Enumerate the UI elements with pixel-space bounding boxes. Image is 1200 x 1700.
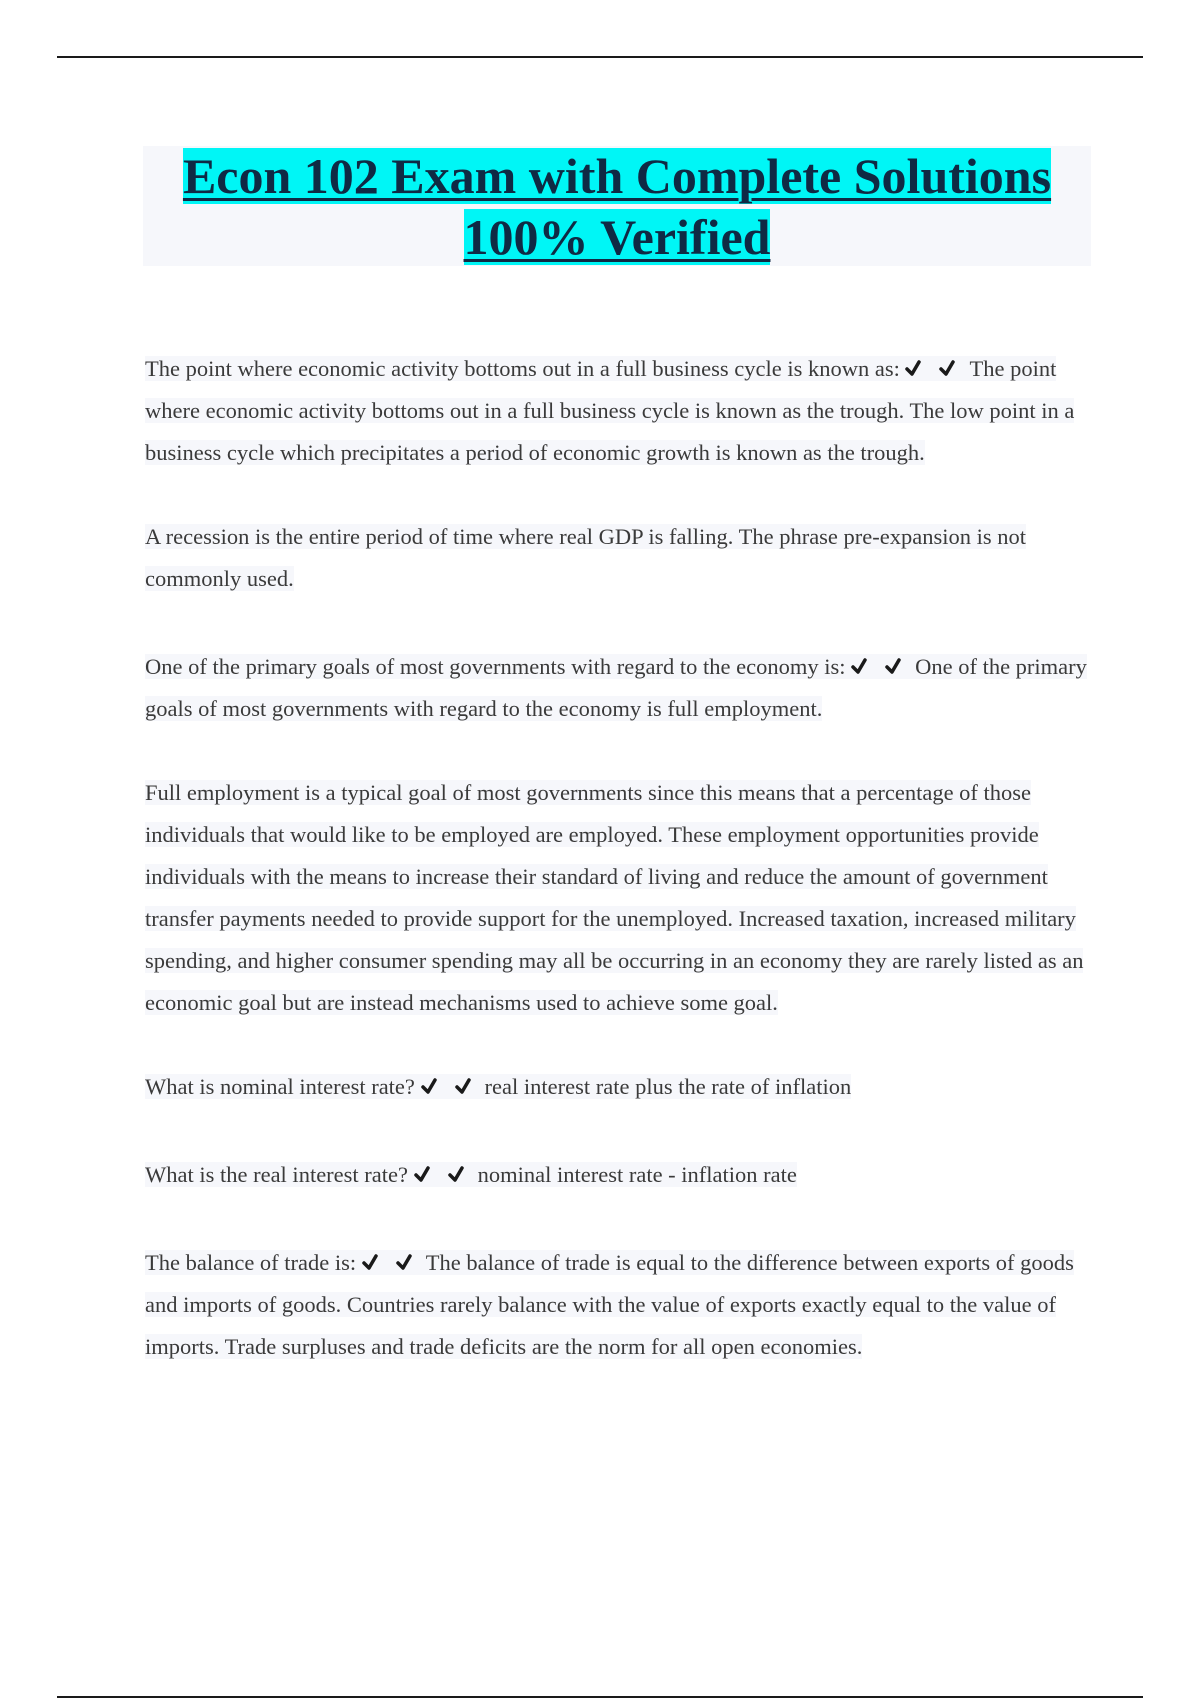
check-icon [851, 655, 879, 677]
answer-text: The balance of trade is equal to the difference between exports of goods and imports of goods. Countries rarely balance with the value of exports exactly equal to the value of imports. Trade surpluses and trade deficits are the norm for all open economies. [145, 1250, 1074, 1359]
check-icon [421, 1075, 449, 1097]
qa-item-nominal-rate [145, 1066, 1090, 1108]
question-text: The balance of trade is: [145, 1250, 357, 1275]
question-text: What is nominal interest rate? [145, 1074, 415, 1099]
check-icon [885, 655, 913, 677]
paragraph-text: A recession is the entire period of time where real GDP is falling. The phrase pre-expansion is not commonly used. [145, 524, 1027, 591]
question-text: One of the primary goals of most governments with regard to the economy is: [145, 654, 846, 679]
title-line-1: Econ 102 Exam with Complete Solutions [182, 148, 1052, 204]
check-icon [396, 1251, 424, 1273]
check-icon [939, 357, 967, 379]
title-line-2: 100% Verified [463, 209, 771, 265]
answer-text: real interest rate plus the rate of inflation [484, 1074, 852, 1099]
paragraph-text: Full employment is a typical goal of most governments since this means that a percentage of those individuals that would like to be employed are employed. These employment opportunities provide individuals with the means to increase their standard of living and reduce the amount of government transfer payments needed to provide support for the unemployed. Increased taxation, increased military spending, and higher consumer spending may all be occurring in an economy they are rarely listed as an economic goal but are instead mechanisms used to achieve some goal. [145, 780, 1084, 1015]
qa-item-real-rate [145, 1154, 1090, 1196]
check-icon [448, 1163, 476, 1185]
check-icon [905, 357, 933, 379]
check-icon [414, 1163, 442, 1185]
check-icon [455, 1075, 483, 1097]
qa-item-balance-of-trade [145, 1242, 1090, 1368]
answer-text: One of the primary goals of most governments with regard to the economy is full employment. [145, 654, 1087, 721]
question-text: The point where economic activity bottoms out in a full business cycle is known as: [145, 356, 900, 381]
bottom-rule [57, 1696, 1143, 1698]
top-rule [57, 56, 1143, 58]
answer-text: nominal interest rate - inflation rate [477, 1162, 797, 1187]
document-title [143, 146, 1091, 266]
paragraph-full-employment [145, 772, 1090, 1024]
paragraph-recession [145, 516, 1090, 600]
question-text: What is the real interest rate? [145, 1162, 408, 1187]
check-icon [362, 1251, 390, 1273]
qa-item-government-goals [145, 646, 1090, 730]
answer-text: The point where economic activity bottoms out in a full business cycle is known as the trough. The low point in a business cycle which precipitates a period of economic growth is known as the trough. [145, 356, 1075, 465]
qa-item-trough [145, 348, 1090, 474]
document-body [145, 348, 1090, 1368]
